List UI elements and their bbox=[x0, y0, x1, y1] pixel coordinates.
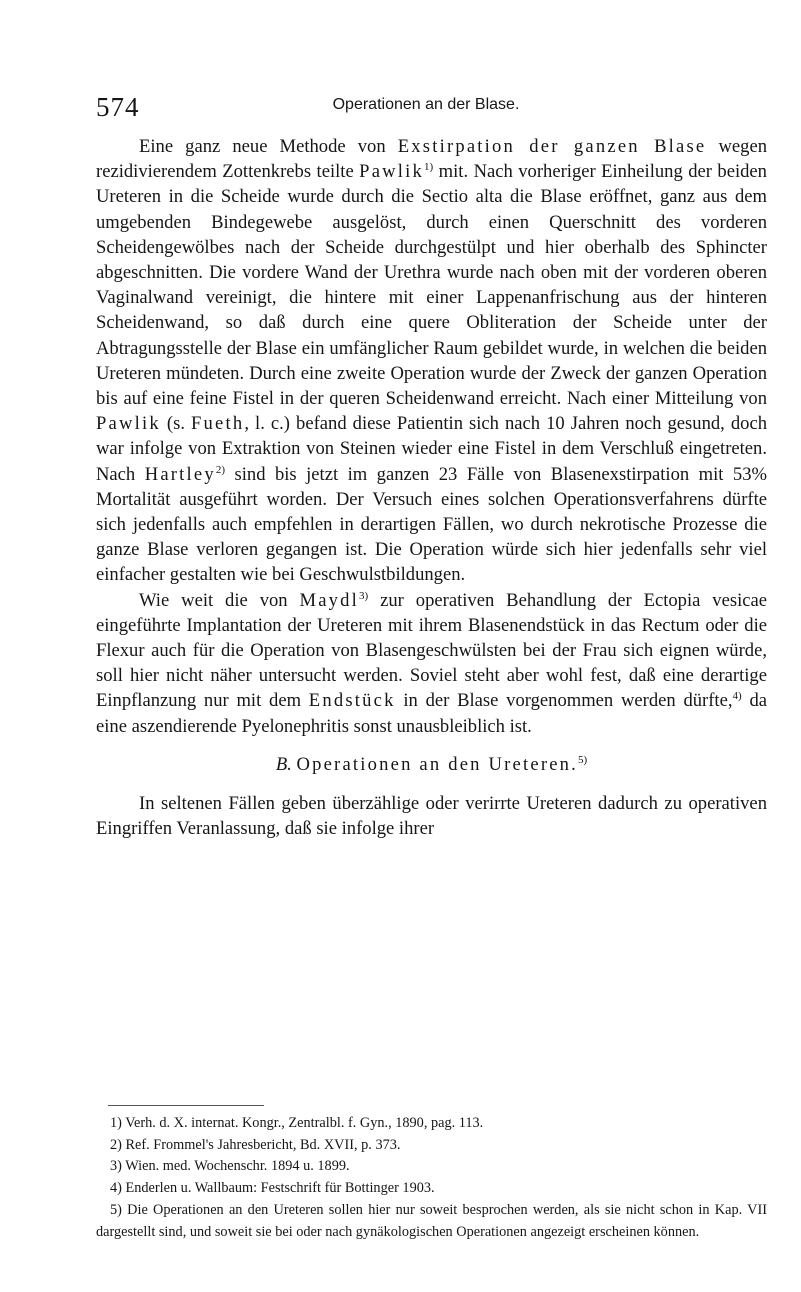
footnote-number: 1) bbox=[110, 1115, 122, 1131]
text-run: sind bis jetzt im ganzen 23 Fälle von Blasenexstirpation mit 53% Mortalität ausgeführt worden. Der Versuch eines solchen Operationsverfahrens dürfte sich jedenfalls auch empfehlen in derartigen Fällen, wo durch nekrotische Prozesse die ganze Blase verloren gegangen ist. Die Operation würde sich hier jedenfalls sehr viel einfacher gestalten wie bei Geschwulstbildungen. bbox=[96, 463, 767, 586]
footnote-text: Die Operationen an den Ureteren sollen hier nur soweit besprochen werden, als sie nicht schon in Kap. VII dargestellt sind, und soweit sie bei oder nach gynäkologischen Operationen angezeigt erscheinen können. bbox=[96, 1201, 767, 1240]
footnote-number: 5) bbox=[110, 1201, 122, 1218]
section-letter: B. bbox=[275, 753, 292, 775]
footnote-text: Wien. med. Wochenschr. 1894 u. 1899. bbox=[121, 1158, 350, 1175]
text-run: Eine ganz neue Methode von bbox=[139, 136, 398, 157]
footnotes bbox=[96, 1113, 767, 1243]
author-name: Pawlik bbox=[96, 413, 161, 435]
footnote-number: 4) bbox=[110, 1180, 122, 1197]
text-run: Wie weit die von bbox=[139, 589, 300, 611]
text-run: zur operativen Behandlung der Ectopia vesicae eingeführte Implantation der Ureteren mit ihrem Blasenendstück in das Rectum oder die Flexur auch für die Operation von Blasengeschwülsten bei der Frau sich eignen würde, soll hier nicht näher untersucht werden. Soviel steht aber wohl fest, daß eine derartige Einpflanzung nur mit dem bbox=[96, 589, 768, 712]
emphasized-term: Exstirpation der ganzen Blase bbox=[397, 136, 707, 157]
paragraph-ureteren bbox=[96, 791, 767, 841]
author-name: Hartley bbox=[144, 463, 216, 485]
page-number: 574 bbox=[96, 92, 140, 122]
section-title: Operationen an den Ureteren. bbox=[296, 753, 579, 775]
author-name: Maydl bbox=[299, 589, 360, 611]
footnote-ref: 1) bbox=[424, 161, 434, 174]
footnote-divider bbox=[108, 1105, 264, 1106]
footnote-ref: 3) bbox=[359, 589, 369, 602]
author-name: Fueth bbox=[191, 413, 245, 435]
footnote-text: Verh. d. X. internat. Kongr., Zentralbl. f. Gyn., 1890, pag. 113. bbox=[121, 1115, 484, 1131]
body-text bbox=[96, 134, 767, 841]
footnote-number: 3) bbox=[110, 1158, 122, 1175]
emphasized-term: Endstück bbox=[308, 690, 396, 712]
footnote-ref: 5) bbox=[578, 753, 588, 766]
footnote-text: Enderlen u. Wallbaum: Festschrift für Bottinger 1903. bbox=[121, 1180, 435, 1197]
text-run: (s. bbox=[160, 413, 192, 435]
paragraph-implantation bbox=[96, 588, 767, 739]
footnote bbox=[96, 1113, 767, 1135]
footnote bbox=[96, 1135, 767, 1157]
text-run: , l. c.) befand diese Patientin sich nach 10 Jahren noch gesund, doch war infolge von Extraktion von Steinen wieder eine Fistel in dem Verschluß eingetreten. Nach bbox=[96, 413, 767, 485]
footnote bbox=[96, 1178, 767, 1200]
footnote-ref: 4) bbox=[732, 690, 742, 703]
footnote bbox=[96, 1200, 767, 1243]
text-run: in der Blase vorgenommen werden dürfte, bbox=[395, 690, 733, 712]
footnote-number: 2) bbox=[110, 1136, 122, 1153]
section-heading bbox=[96, 752, 767, 777]
text-run: da eine aszendierende Pyelonephritis sonst unausbleiblich ist. bbox=[96, 690, 767, 737]
author-name: Pawlik bbox=[359, 161, 425, 183]
footnote bbox=[96, 1156, 767, 1178]
text-run: wegen rezidivierendem Zottenkrebs teilte bbox=[96, 136, 768, 183]
footnote-text: Ref. Frommel's Jahresbericht, Bd. XVII, p. 373. bbox=[121, 1136, 401, 1153]
page-header bbox=[96, 92, 756, 122]
paragraph-exstirpation bbox=[96, 134, 767, 588]
text-run: mit. Nach vorheriger Einheilung der beiden Ureteren in die Scheide wurde durch die Sectio alta die Blase eröffnet, ganz aus dem umgebenden Bindegewebe ausgelöst, durch einen Querschnitt des vorderen Scheidengewölbes nach der Scheide durchgestülpt und hier oberhalb des Sphincter abgeschnitten. Die vordere Wand der Urethra wurde nach oben mit der vorderen oberen Vaginalwand vereinigt, die hintere mit einer Lappenanfrischung aus der hinteren Scheidenwand, so daß durch eine quere Obliteration der Scheide unter der Abtragungsstelle der Blase ein umfänglicher Raum gebildet wurde, in welchen die beiden Ureteren mündeten. Durch eine zweite Operation wurde der Zweck der ganzen Operation bis auf eine feine Fistel in der queren Scheidenwand erreicht. Nach einer Mitteilung von bbox=[96, 161, 767, 410]
running-title: Operationen an der Blase. bbox=[332, 96, 520, 113]
text-run: In seltenen Fällen geben überzählige oder verirrte Ureteren dadurch zu operativen Eingriffen Veranlassung, daß sie infolge ihrer bbox=[96, 793, 767, 840]
footnote-ref: 2) bbox=[215, 463, 226, 476]
